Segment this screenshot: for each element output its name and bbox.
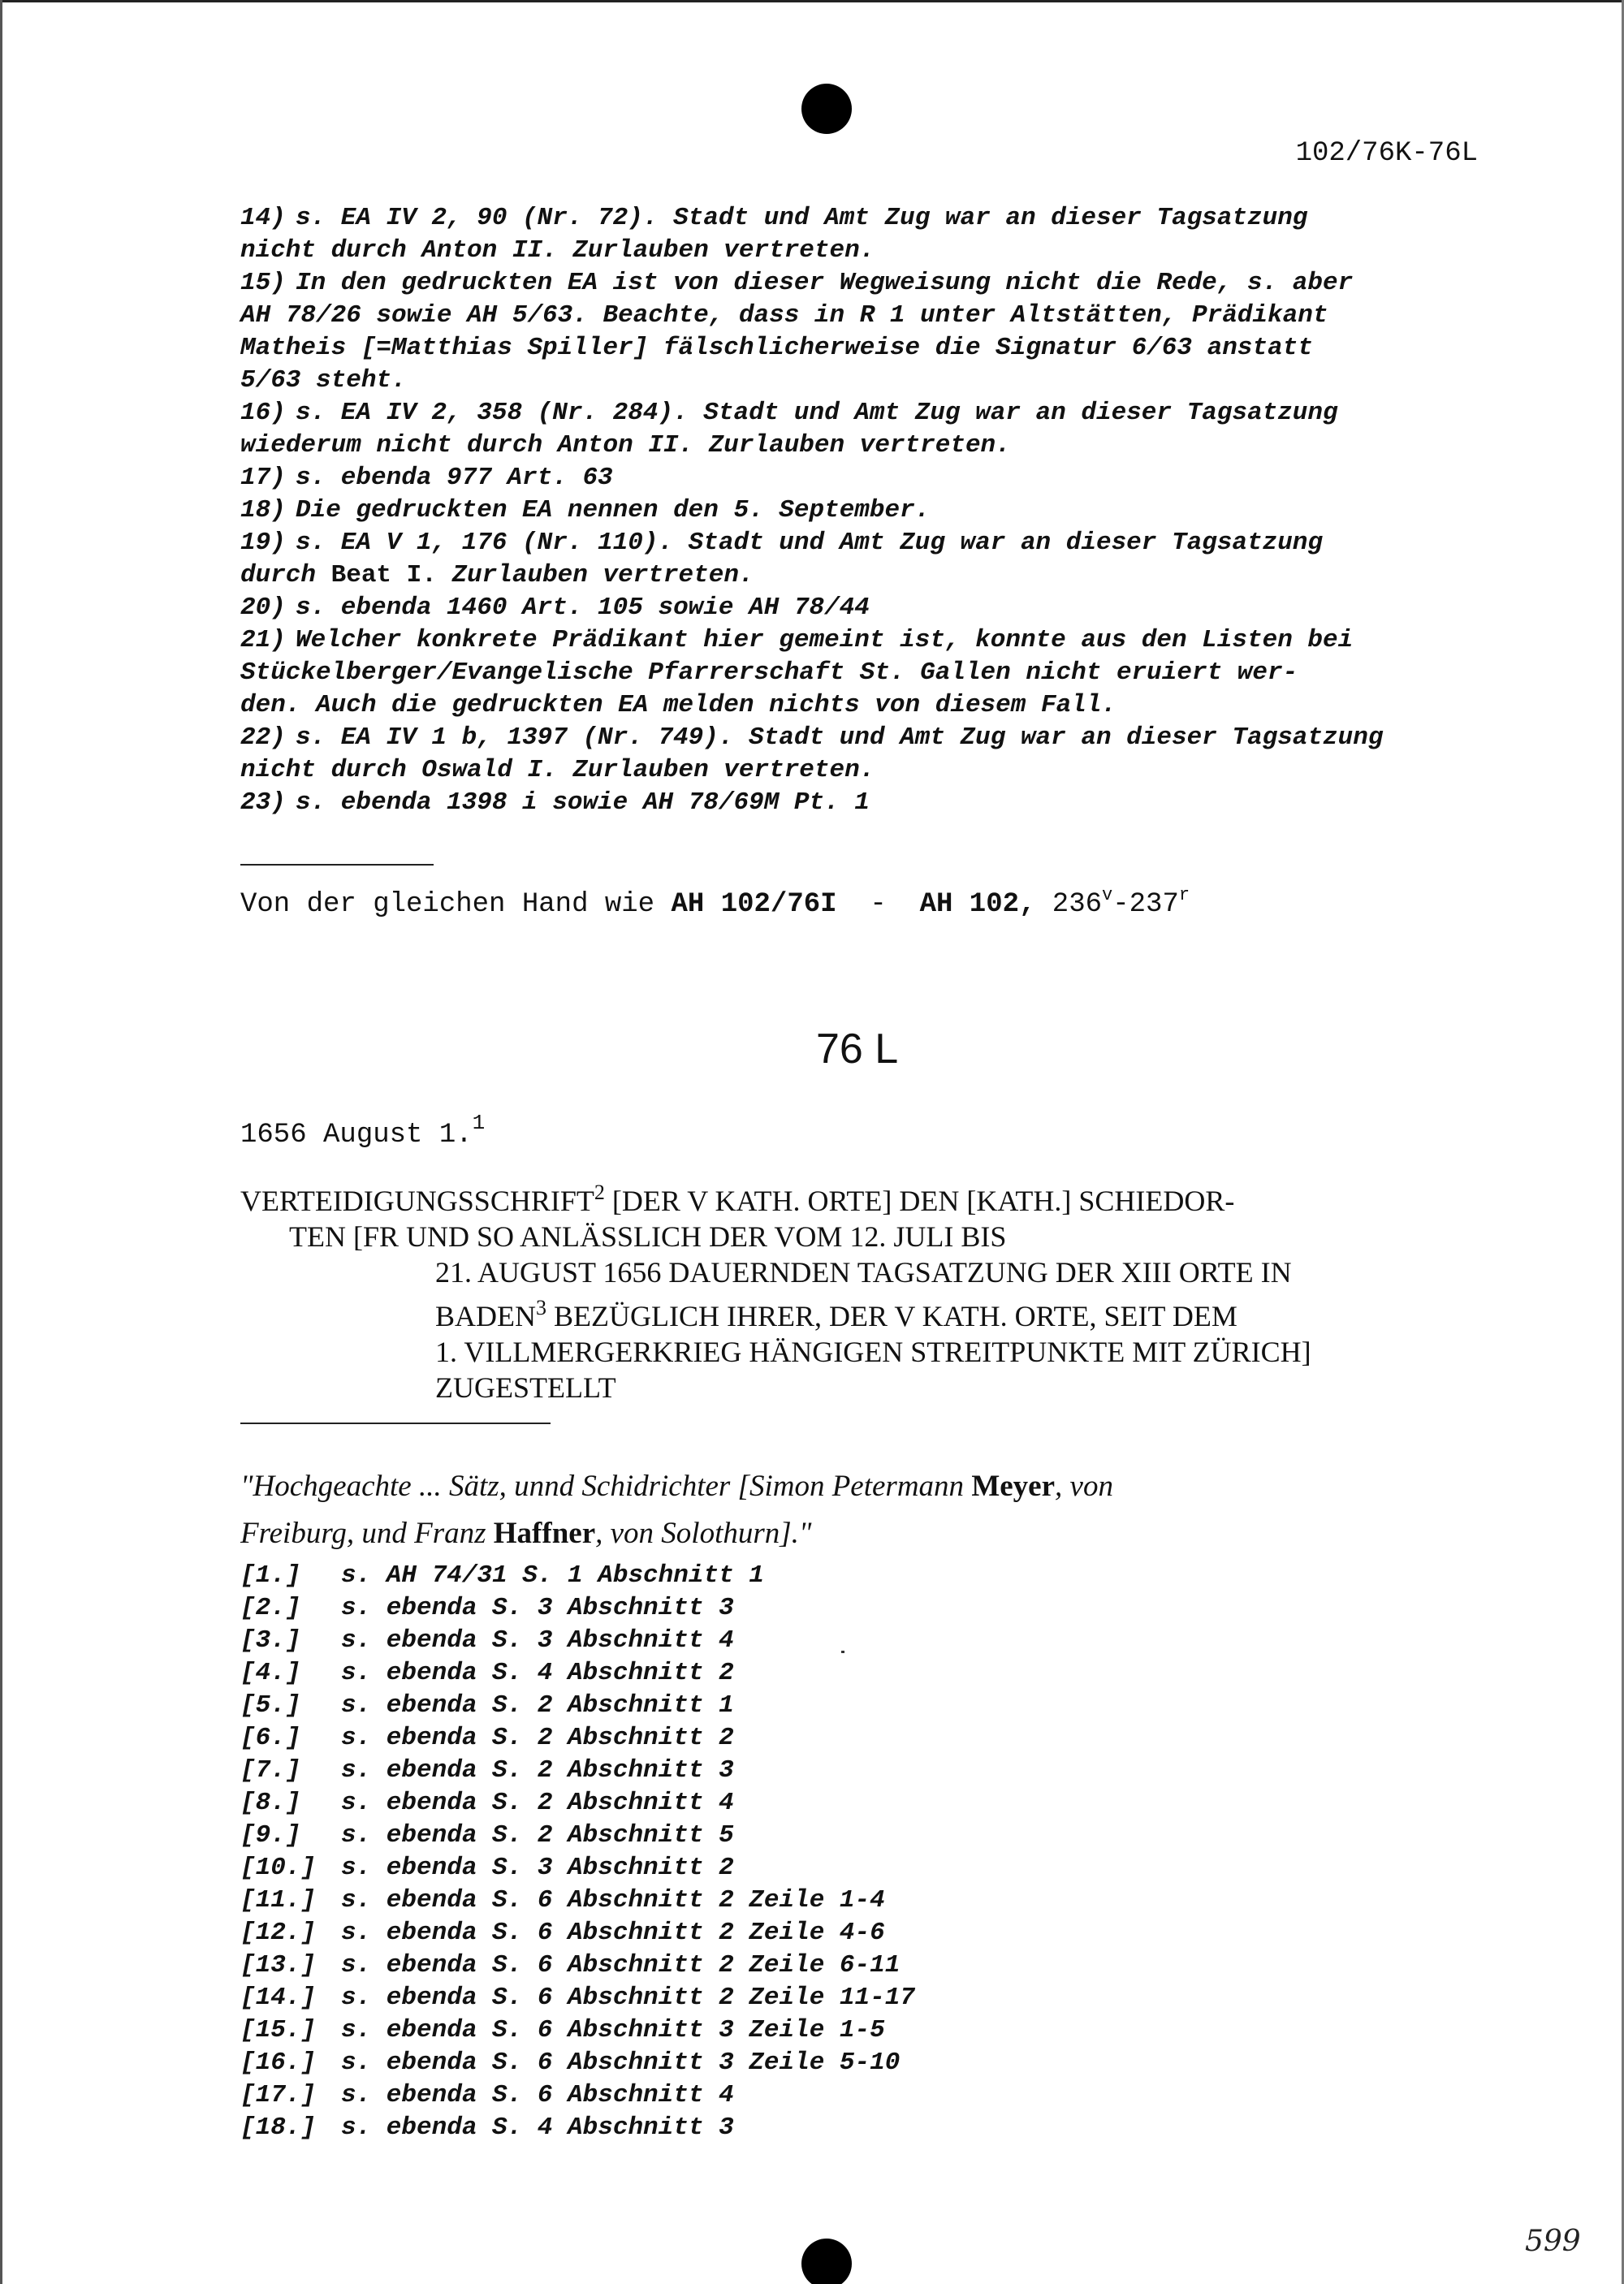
note-line: [240, 430, 1495, 462]
text-run: s. ebenda 1460 Art. 105 sowie AH 78/44: [296, 594, 870, 622]
footnote-text: s. ebenda S. 3 Abschnitt 3: [341, 1594, 734, 1622]
footnote-item: [240, 1625, 734, 1657]
footnote-text: s. AH 74/31 S. 1 Abschnitt 1: [341, 1561, 764, 1590]
note-text: [240, 301, 1328, 330]
text-run: Stückelberger/Evangelische Pfarrerschaft St. Gallen nicht eruiert wer-: [240, 658, 1298, 687]
footnote-item: [240, 1690, 734, 1722]
note-text: [296, 496, 930, 525]
text-run: nicht durch Anton II. Zurlauben vertreten.: [240, 236, 875, 265]
footnote-item: [240, 1787, 734, 1820]
footnote-number: [13.]: [240, 1951, 317, 1980]
note-line: [240, 559, 1495, 592]
footnote-number: [14.]: [240, 1984, 317, 2012]
text-run: [DER V KATH. ORTE] DEN [KATH.] SCHIEDOR-: [604, 1185, 1235, 1217]
footnote-text: s. ebenda S. 2 Abschnitt 5: [341, 1821, 734, 1850]
note-text: [296, 594, 870, 622]
note-line: [240, 332, 1495, 365]
text-run: s. ebenda 1398 i sowie AH 78/69M Pt. 1: [296, 788, 870, 817]
note-line: [240, 527, 1495, 559]
text-run: , von Solothurn].": [595, 1517, 812, 1550]
text-run: In den gedruckten EA ist von dieser Wegweisung nicht die Rede, s. aber: [296, 269, 1354, 297]
text-run: 5/63 steht.: [240, 366, 407, 395]
footnote-number: [18.]: [240, 2113, 317, 2142]
provenance-dash: -: [836, 889, 920, 920]
title-line: [240, 1290, 1491, 1334]
footnote-text: s. ebenda S. 6 Abschnitt 2 Zeile 6-11: [341, 1951, 901, 1980]
note-text: [296, 529, 1323, 557]
note-line: [240, 202, 1495, 235]
footnote-number: [16.]: [240, 2049, 317, 2077]
note-text: [240, 691, 1116, 719]
note-line: [240, 754, 1495, 787]
footnote-number: [1.]: [240, 1561, 301, 1590]
text-run: durch: [240, 561, 331, 589]
note-line: [240, 592, 1495, 624]
footnote-item: [240, 1560, 764, 1592]
incipit-line: [240, 1463, 1507, 1510]
document-date: [240, 1111, 485, 1151]
footnote-text: s. ebenda S. 2 Abschnitt 1: [341, 1691, 734, 1720]
document-title: [240, 1175, 1491, 1405]
title-line: [240, 1219, 1491, 1254]
document-incipit: [240, 1463, 1507, 1557]
footnote-text: s. ebenda S. 4 Abschnitt 2: [341, 1659, 734, 1687]
note-line: [240, 462, 1495, 494]
note-text: [240, 756, 875, 784]
document-date-footnote: 1: [472, 1111, 486, 1135]
note-line: [240, 267, 1495, 300]
superscript-ref: 3: [536, 1296, 546, 1319]
footnote-number: [15.]: [240, 2016, 317, 2044]
provenance-sup-a: v: [1102, 885, 1113, 905]
footnote-text: s. ebenda S. 6 Abschnitt 2 Zeile 1-4: [341, 1886, 885, 1915]
note-line: [240, 787, 1495, 819]
title-line: [240, 1334, 1491, 1370]
footnote-number: [7.]: [240, 1756, 301, 1785]
text-run: "Hochgeachte ... Sätz, unnd Schidrichter [Simon Petermann: [240, 1470, 972, 1503]
footnote-item: [240, 2112, 734, 2144]
provenance-folio-a: 236: [1035, 889, 1103, 920]
footnote-number: [17.]: [240, 2081, 317, 2109]
provenance-line: [240, 885, 1190, 920]
superscript-ref: 2: [594, 1181, 605, 1204]
title-line: [240, 1254, 1491, 1290]
text-run: 1. VILLMERGERKRIEG HÄNGIGEN STREITPUNKTE MIT ZÜRICH]: [435, 1336, 1311, 1368]
footnote-number: [6.]: [240, 1724, 301, 1752]
note-number: 17): [240, 464, 286, 492]
stray-mark: [841, 1651, 844, 1653]
footnote-text: s. ebenda S. 3 Abschnitt 4: [341, 1626, 734, 1655]
document-date-text: 1656 August 1.: [240, 1120, 473, 1151]
title-line: [240, 1175, 1491, 1219]
footnote-item: [240, 1820, 734, 1852]
footnote-item: [240, 2014, 885, 2047]
text-run: den. Auch die gedruckten EA melden nichts von diesem Fall.: [240, 691, 1116, 719]
page-border-top: [0, 0, 1624, 2]
footnote-item: [240, 1755, 734, 1787]
punch-hole-bottom: [801, 2239, 852, 2284]
note-number: 22): [240, 723, 286, 752]
note-line: [240, 365, 1495, 397]
text-run: VERTEIDIGUNGSSCHRIFT: [240, 1185, 594, 1217]
text-run: s. EA IV 2, 90 (Nr. 72). Stadt und Amt Zug war an dieser Tagsatzung: [296, 204, 1308, 232]
text-run: BEZÜGLICH IHRER, DER V KATH. ORTE, SEIT DEM: [546, 1300, 1237, 1332]
footnote-item: [240, 1917, 885, 1949]
note-number: 14): [240, 204, 286, 232]
footnote-item: [240, 1982, 915, 2014]
footnote-item: [240, 1852, 734, 1885]
text-run: ZUGESTELLT: [435, 1371, 616, 1404]
note-text: [240, 366, 407, 395]
note-number: 16): [240, 399, 286, 427]
note-text: [240, 431, 1011, 460]
text-run: , von: [1055, 1470, 1113, 1503]
footnote-item: [240, 1949, 900, 1982]
note-text: [296, 399, 1338, 427]
footnote-text: s. ebenda S. 6 Abschnitt 2 Zeile 4-6: [341, 1919, 885, 1947]
page-border-left: [0, 0, 2, 2284]
footnote-text: s. ebenda S. 6 Abschnitt 3 Zeile 5-10: [341, 2049, 901, 2077]
text-run: s. EA IV 2, 358 (Nr. 284). Stadt und Amt Zug war an dieser Tagsatzung: [296, 399, 1338, 427]
note-text: [296, 723, 1383, 752]
footnote-item: [240, 2047, 900, 2079]
text-run: s. EA IV 1 b, 1397 (Nr. 749). Stadt und Amt Zug war an dieser Tagsatzung: [296, 723, 1384, 752]
text-run: 21. AUGUST 1656 DAUERNDEN TAGSATZUNG DER XIII ORTE IN: [435, 1256, 1292, 1289]
provenance-folio-mid: -237: [1112, 889, 1179, 920]
text-run: Freiburg, und Franz: [240, 1517, 494, 1550]
provenance-ref1: AH 102/76I: [671, 889, 837, 920]
handwritten-page-number: 599: [1525, 2225, 1581, 2258]
text-run: BADEN: [435, 1300, 536, 1332]
note-text: [240, 236, 875, 265]
footnote-item: [240, 1657, 734, 1690]
page-reference: 102/76K-76L: [1295, 138, 1478, 169]
footnote-number: [11.]: [240, 1886, 317, 1915]
footnote-text: s. ebenda S. 6 Abschnitt 3 Zeile 1-5: [341, 2016, 885, 2044]
text-run: s. ebenda 977 Art. 63: [296, 464, 613, 492]
text-run: Matheis [=Matthias Spiller] fälschlicherweise die Signatur 6/63 anstatt: [240, 334, 1313, 362]
separator-rule: [240, 864, 434, 866]
footnote-number: [2.]: [240, 1594, 301, 1622]
note-line: [240, 235, 1495, 267]
note-text: [240, 334, 1313, 362]
note-line: [240, 494, 1495, 527]
note-line: [240, 397, 1495, 430]
footnote-text: s. ebenda S. 4 Abschnitt 3: [341, 2113, 734, 2142]
text-run: nicht durch Oswald I. Zurlauben vertreten.: [240, 756, 875, 784]
note-line: [240, 689, 1495, 722]
text-run: Die gedruckten EA nennen den 5. September.: [296, 496, 931, 525]
title-rule: [240, 1423, 551, 1424]
footnote-number: [5.]: [240, 1691, 301, 1720]
footnote-number: [3.]: [240, 1626, 301, 1655]
note-number: 18): [240, 496, 286, 525]
note-number: 19): [240, 529, 286, 557]
text-run: Welcher konkrete Prädikant hier gemeint ist, konnte aus den Listen bei: [296, 626, 1354, 654]
footnote-number: [12.]: [240, 1919, 317, 1947]
provenance-prefix: Von der gleichen Hand wie: [240, 889, 672, 920]
text-run: Beat I.: [330, 561, 437, 589]
note-text: [296, 464, 613, 492]
note-text: [296, 269, 1353, 297]
note-number: 15): [240, 269, 286, 297]
text-run: wiederum nicht durch Anton II. Zurlauben vertreten.: [240, 431, 1011, 460]
note-text: [240, 658, 1298, 687]
footnote-text: s. ebenda S. 6 Abschnitt 2 Zeile 11-17: [341, 1984, 915, 2012]
footnote-text: s. ebenda S. 2 Abschnitt 3: [341, 1756, 734, 1785]
provenance-sup-b: r: [1178, 885, 1190, 905]
footnote-text: s. ebenda S. 6 Abschnitt 4: [341, 2081, 734, 2109]
note-number: 20): [240, 594, 286, 622]
footnote-item: [240, 1592, 734, 1625]
footnote-item: [240, 1722, 734, 1755]
note-text: [296, 626, 1353, 654]
footnote-text: s. ebenda S. 2 Abschnitt 4: [341, 1789, 734, 1817]
footnote-text: s. ebenda S. 3 Abschnitt 2: [341, 1854, 734, 1882]
text-run: Zurlauben vertreten.: [436, 561, 754, 589]
footnote-number: [9.]: [240, 1821, 301, 1850]
note-line: [240, 657, 1495, 689]
note-number: 23): [240, 788, 286, 817]
punch-hole-top: [801, 84, 852, 134]
footnote-item: [240, 2079, 734, 2112]
text-run: s. EA V 1, 176 (Nr. 110). Stadt und Amt Zug war an dieser Tagsatzung: [296, 529, 1324, 557]
footnote-number: [4.]: [240, 1659, 301, 1687]
provenance-ref2: AH 102,: [919, 889, 1036, 920]
note-text: [240, 561, 754, 589]
note-number: 21): [240, 626, 286, 654]
text-run: AH 78/26 sowie AH 5/63. Beachte, dass in R 1 unter Altstätten, Prädikant: [240, 301, 1328, 330]
footnote-text: s. ebenda S. 2 Abschnitt 2: [341, 1724, 734, 1752]
text-run: Meyer: [971, 1470, 1056, 1503]
title-line: [240, 1370, 1491, 1405]
text-run: Haffner: [493, 1517, 596, 1550]
document-number: 76 L: [816, 1025, 899, 1073]
footnote-number: [10.]: [240, 1854, 317, 1882]
note-text: [296, 788, 870, 817]
note-line: [240, 300, 1495, 332]
note-text: [296, 204, 1307, 232]
incipit-line: [240, 1510, 1507, 1557]
note-line: [240, 624, 1495, 657]
note-line: [240, 722, 1495, 754]
text-run: TEN [FR UND SO ANLÄSSLICH DER VOM 12. JULI BIS: [289, 1220, 1007, 1253]
footnote-number: [8.]: [240, 1789, 301, 1817]
footnote-item: [240, 1885, 885, 1917]
